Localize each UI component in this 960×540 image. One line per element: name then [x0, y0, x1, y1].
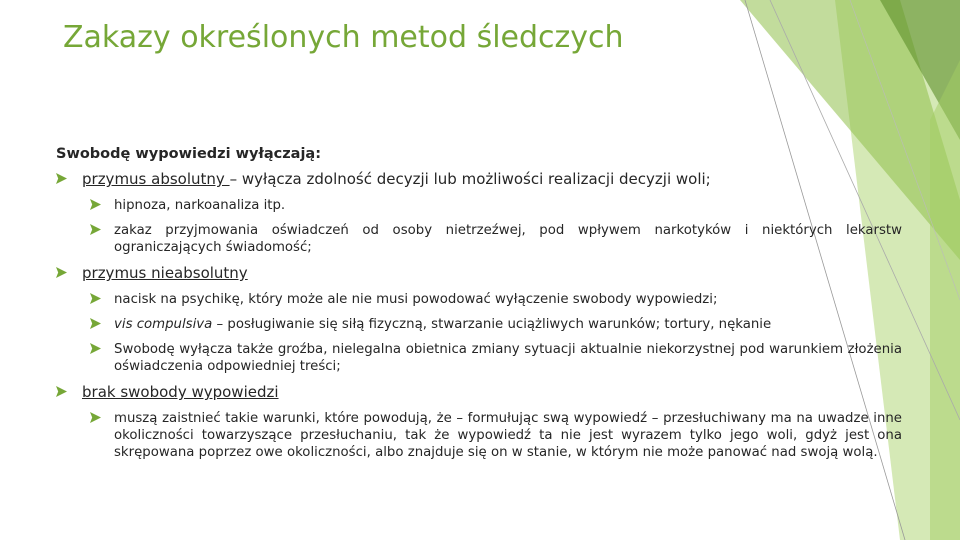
- diamond-bullet-icon: [90, 318, 101, 329]
- diamond-bullet-icon: [90, 343, 101, 354]
- list-item: [56, 170, 902, 189]
- diamond-bullet-icon: [90, 412, 101, 423]
- sub-list-item: [56, 316, 902, 333]
- list-item: [56, 383, 902, 402]
- slide-content: [56, 146, 902, 469]
- list-item: [56, 264, 902, 283]
- sub-list-item: [56, 410, 902, 461]
- sub-item-text: – posługiwanie się siłą fizyczną, stwarzanie uciążliwych warunków; tortury, nękanie: [212, 317, 772, 332]
- sub-item-term: vis compulsiva: [114, 317, 213, 332]
- sub-list-item: [56, 197, 902, 214]
- sub-item-text: zakaz przyjmowania oświadczeń od osoby nietrzeźwej, pod wpływem narkotyków i niektórych lekarstw ograniczających świadomość;: [114, 223, 902, 255]
- diamond-bullet-icon: [90, 293, 101, 304]
- item-term: przymus nieabsolutny: [82, 264, 248, 282]
- sub-list-item: [56, 341, 902, 375]
- diamond-bullet-icon: [56, 267, 67, 278]
- sub-item-text: hipnoza, narkoanaliza itp.: [114, 198, 286, 213]
- item-term: brak swobody wypowiedzi: [82, 383, 279, 401]
- diamond-bullet-icon: [90, 199, 101, 210]
- sub-item-text: muszą zaistnieć takie warunki, które powodują, że – formułując swą wypowiedź – przesłuchiwany ma na uwadze inne okoliczności towarzyszące przesłuchaniu, tak że wypowiedź ta nie jest wyrazem tylko jego woli, gdyż jest ona skrępowana poprzez owe okoliczności, albo znajduje się on w stanie, w którym nie może panować nad swoją wolą.: [114, 411, 902, 460]
- sub-item-text: nacisk na psychikę, który może ale nie musi powodować wyłączenie swobody wypowiedzi;: [114, 292, 718, 307]
- deco-shape-right: [930, 60, 960, 540]
- intro-text: Swobodę wypowiedzi wyłączają:: [56, 146, 322, 162]
- item-text: – wyłącza zdolność decyzji lub możliwości realizacji decyzji woli;: [229, 170, 711, 188]
- diamond-bullet-icon: [90, 224, 101, 235]
- sub-list-item: [56, 222, 902, 256]
- diamond-bullet-icon: [56, 386, 67, 397]
- sub-item-text: Swobodę wyłącza także groźba, nielegalna obietnica zmiany sytuacji aktualnie niekorzystnej pod warunkiem złożenia oświadczenia odpowiedniej treści;: [114, 342, 902, 374]
- diamond-bullet-icon: [56, 173, 67, 184]
- sub-list-item: [56, 291, 902, 308]
- item-term: przymus absolutny: [82, 170, 230, 188]
- slide-title: Zakazy określonych metod śledczych: [63, 20, 624, 55]
